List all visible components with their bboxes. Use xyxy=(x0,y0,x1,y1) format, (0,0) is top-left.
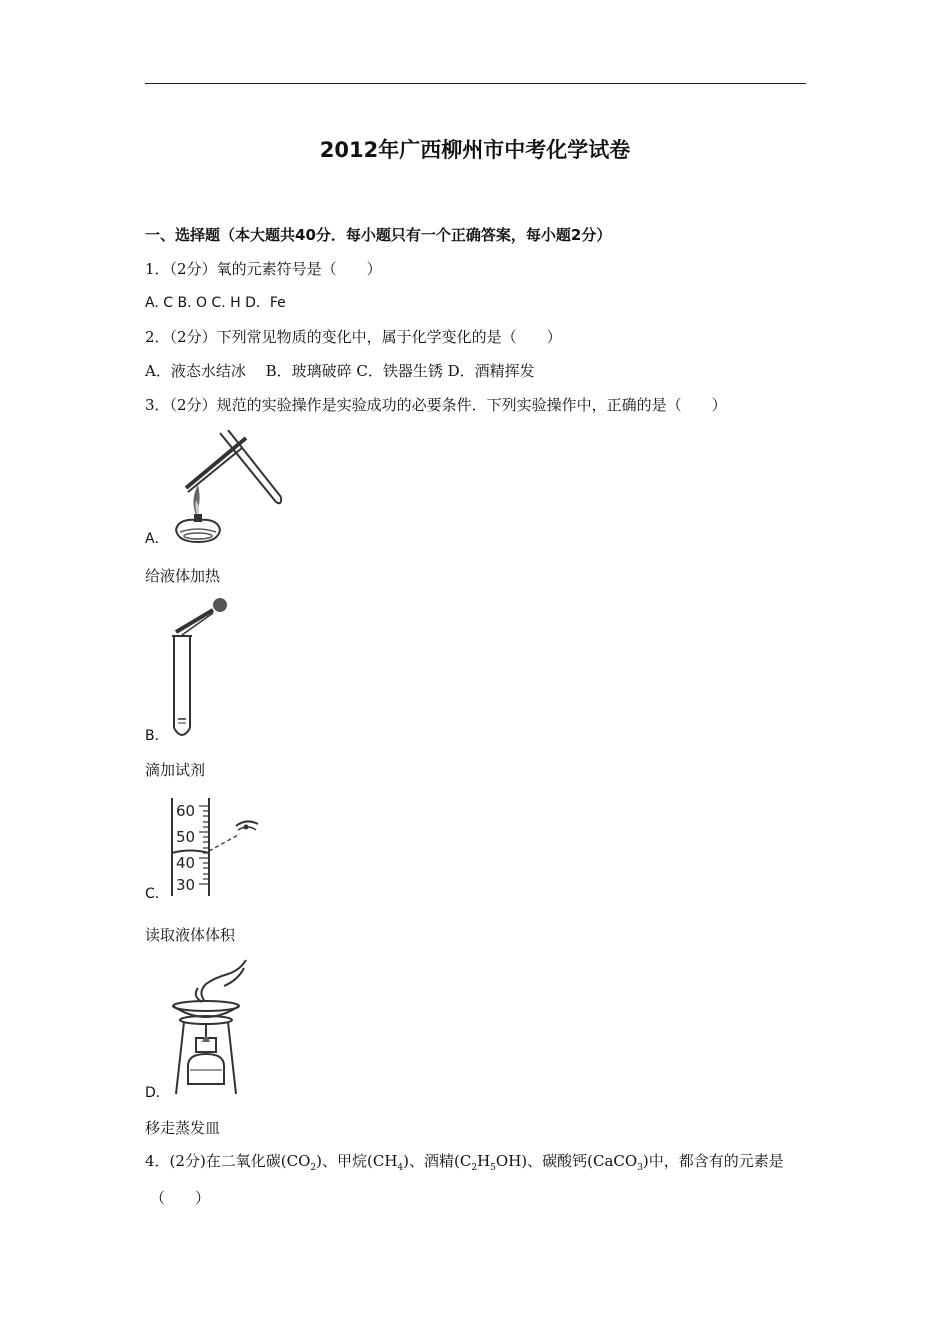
q1-options: A. C B. O C. H D．Fe xyxy=(145,295,286,311)
cylinder-reading-figure xyxy=(168,796,263,898)
eye-icon xyxy=(236,821,258,830)
q4-stem: 4．(2分)在二氧化碳$(CO_2)$、甲烷$(CH_4)$、酒精$(C_2H_5OH)$、碳酸钙(CaCO$_3$)中，都含有的元素是 xyxy=(145,1152,784,1173)
q2-options: A．液态水结冰 B．玻璃破碎 C．铁器生锈 D．酒精挥发 xyxy=(145,362,535,380)
q1-stem: 1．（2分）氧的元素符号是（ ） xyxy=(145,260,382,278)
q3-option-d-label: D． xyxy=(145,1085,170,1101)
evaporating-dish-figure xyxy=(168,956,250,1098)
heating-liquid-figure xyxy=(168,430,283,548)
dropper-figure xyxy=(168,596,233,742)
q3-stem: 3．（2分）规范的实验操作是实验成功的必要条件．下列实验操作中，正确的是（ ） xyxy=(145,396,727,414)
q3-option-c-label: C． xyxy=(145,886,169,902)
q3-option-b-caption: 滴加试剂 xyxy=(145,761,206,779)
header-rule xyxy=(145,83,806,84)
q3-option-a-label: A． xyxy=(145,531,169,547)
scale-40: 40 xyxy=(176,854,196,872)
page-title: 2012年广西柳州市中考化学试卷 xyxy=(319,138,631,162)
q3-option-b-label: B． xyxy=(145,728,169,744)
scale-30: 30 xyxy=(176,876,196,894)
scale-60: 60 xyxy=(176,802,196,820)
q3-option-c-caption: 读取液体体积 xyxy=(145,926,236,944)
section-heading: 一、选择题（本大题共40分．每小题只有一个正确答案，每小题2分） xyxy=(145,226,612,244)
q3-option-d-caption: 移走蒸发皿 xyxy=(145,1119,221,1137)
scale-50: 50 xyxy=(176,828,196,846)
q2-stem: 2．（2分）下列常见物质的变化中，属于化学变化的是（ ） xyxy=(145,328,562,346)
q3-option-a-caption: 给液体加热 xyxy=(145,567,221,585)
q4-blank: （ ） xyxy=(150,1189,211,1207)
